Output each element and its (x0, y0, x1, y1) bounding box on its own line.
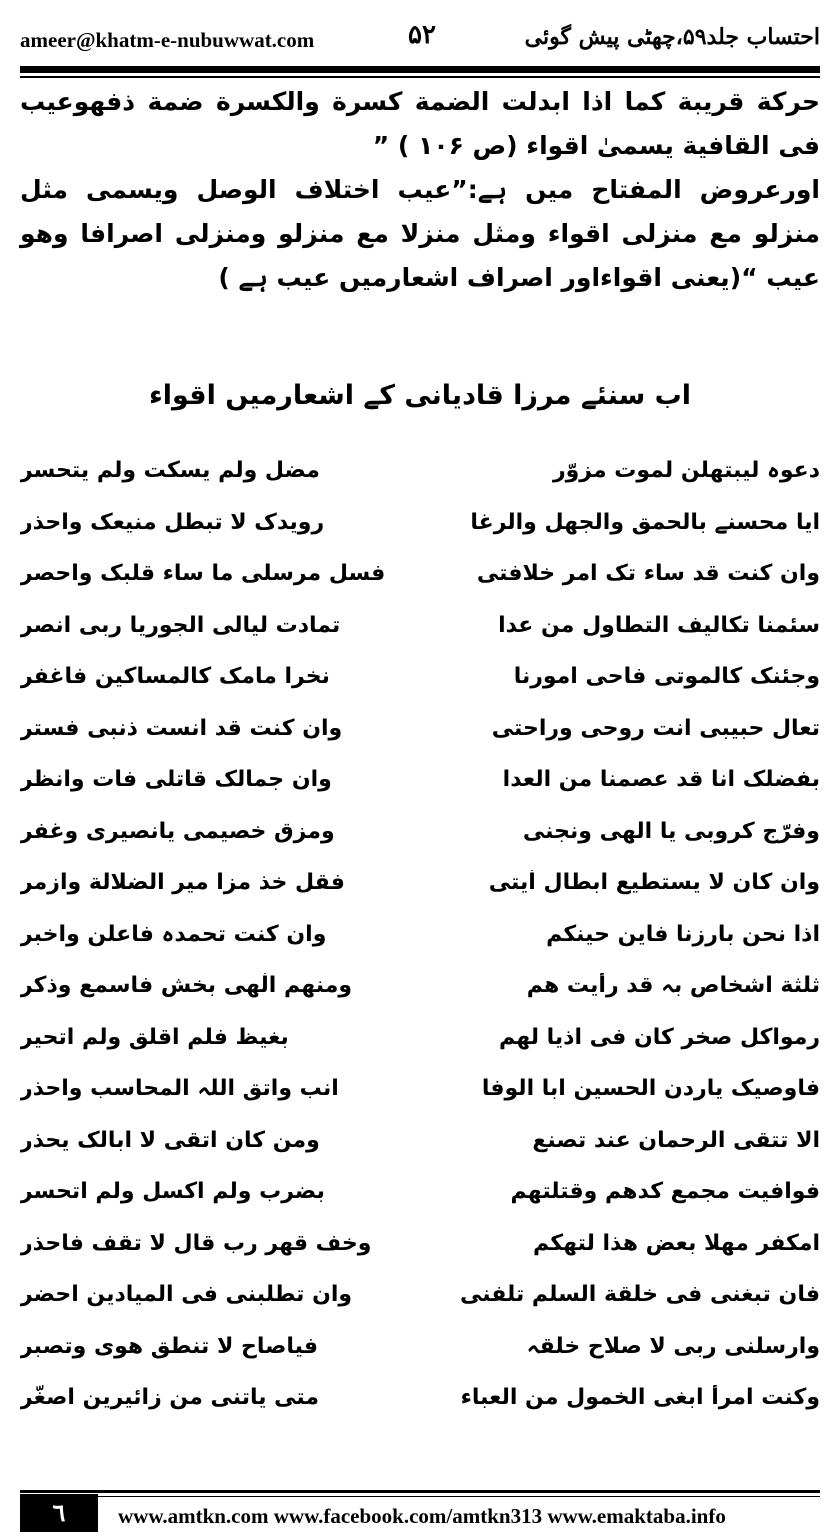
poem-first-hemistich: وان کان لا یستطیع ابطال اٰیتی (488, 870, 820, 896)
poem-first-hemistich: فان تبغنی فی خلقة السلم تلفنی (459, 1282, 820, 1308)
poem-first-hemistich: وارسلنی ربی لا صلاح خلقہ (526, 1333, 820, 1359)
poem-second-hemistich: وان تطلبنی فی المیادین احضر (20, 1282, 353, 1308)
poem-first-hemistich: دعوہ لیبتھلن لموت مزوّر (552, 458, 820, 484)
poem-first-hemistich: وان کنت قد ساء تک امر خلافتی (476, 561, 820, 587)
page-number: ۵۲ (408, 20, 436, 50)
poem-second-hemistich: ومزق خصیمی یانصیری وغفر (20, 818, 335, 844)
poem-first-hemistich: اذا نحن بارزنا فاین حینکم (546, 921, 820, 947)
poem-couplet (20, 857, 820, 909)
poem-second-hemistich: وان جمالک قاتلی فات وانظر (20, 767, 332, 793)
poem-couplet (20, 1166, 820, 1218)
poem-couplet (20, 600, 820, 652)
section-title: اب سنئے مرزا قادیانی کے اشعارمیں اقواء (148, 380, 692, 411)
prose-paragraph-2: اورعروض المفتاح میں ہے:”عیب اختلاف الوصل ویسمی مثل منزلو مع منزلی اقواء ومثل منزلا مع منزلو ومنزلی اصرافا وھو عیب “(یعنی اقواءاور اصراف اشعارمیں عیب ہے ) (20, 175, 820, 292)
poem-couplet (20, 754, 820, 806)
poem-first-hemistich: الا تتقی الرحمان عند تصنع (532, 1127, 820, 1153)
poem-couplet (20, 1115, 820, 1167)
footer-rule-thin (20, 1496, 820, 1497)
poem (20, 445, 820, 1424)
poem-couplet (20, 1372, 820, 1424)
running-title: احتساب جلد۵۹،چھٹی پیش گوئی (524, 24, 820, 50)
prose-paragraph-1: حرکة قریبة کما اذا ابدلت الضمة کسرة والکسرة ضمة ذفهوعیب فی القافیة یسمیٰ اقواء (ص ۱۰۶ ) ” (20, 87, 820, 160)
poem-second-hemistich: وخف قھر رب قال لا تقف فاحذر (20, 1230, 372, 1256)
page-header (20, 14, 820, 62)
poem-couplet (20, 1063, 820, 1115)
poem-couplet (20, 651, 820, 703)
poem-couplet (20, 703, 820, 755)
footer-links: www.amtkn.com www.facebook.com/amtkn313 www.emaktaba.info (118, 1504, 726, 1528)
poem-second-hemistich: بضرب ولم اکسل ولم اتحسر (20, 1179, 325, 1205)
poem-couplet (20, 909, 820, 961)
poem-second-hemistich: نخرا مامک کالمساکین فاغفر (20, 664, 330, 690)
poem-first-hemistich: بفضلک انا قد عصمنا من العدا (502, 767, 820, 793)
poem-second-hemistich: فیاصاح لا تنطق ھوی وتصبر (20, 1333, 319, 1359)
header-rule (20, 66, 820, 73)
poem-couplet (20, 1012, 820, 1064)
poem-second-hemistich: ومنھم الٰھی بخش فاسمع وذکر (20, 973, 353, 999)
prose-block (20, 80, 820, 300)
poem-second-hemistich: فسل مرسلی ما ساء قلبک واحصر (20, 561, 386, 587)
poem-couplet (20, 1321, 820, 1373)
poem-first-hemistich: فوافیت مجمع کدھم وقتلتھم (510, 1179, 820, 1205)
poem-couplet (20, 548, 820, 600)
folio-number: ٦ (20, 1494, 98, 1532)
poem-first-hemistich: فاوصیک یاردن الحسین ابا الوفا (481, 1076, 820, 1102)
header-email: ameer@khatm-e-nubuwwat.com (20, 28, 315, 52)
poem-first-hemistich: ایا محسنے بالحمق والجھل والرغا (470, 509, 820, 535)
poem-couplet (20, 497, 820, 549)
poem-couplet (20, 1269, 820, 1321)
poem-first-hemistich: ثلثة اشخاص بہ قد رأیت ھم (526, 973, 820, 999)
poem-first-hemistich: وفرّج کروبی یا الھی ونجنی (522, 818, 820, 844)
poem-first-hemistich: سئمنا تکالیف التطاول من عدا (498, 612, 820, 638)
poem-couplet (20, 1218, 820, 1270)
poem-second-hemistich: بغیظ فلم اقلق ولم اتحیر (20, 1024, 289, 1050)
poem-first-hemistich: وکنت امرأ ابغی الخمول من العباء (460, 1385, 820, 1411)
header-rule-thin (20, 76, 820, 78)
poem-second-hemistich: تمادت لیالی الجوریا ربی انصر (20, 612, 341, 638)
poem-second-hemistich: متی یاتنی من زائیرین اصغّر (20, 1385, 320, 1411)
poem-second-hemistich: وان کنت قد انست ذنبی فستر (20, 715, 343, 741)
poem-second-hemistich: فقل خذ مزا میر الضلالة وازمر (20, 870, 345, 896)
footer-rule (20, 1490, 820, 1493)
poem-first-hemistich: وجئنک کالموتی فاحی امورنا (513, 664, 820, 690)
poem-first-hemistich: رمواکل صخر کان فی اذیا لھم (498, 1024, 820, 1050)
poem-second-hemistich: انب واتق اللہ المحاسب واحذر (20, 1076, 339, 1102)
poem-first-hemistich: امکفر مھلا بعض ھذا لتھکم (533, 1230, 820, 1256)
poem-second-hemistich: وان کنت تحمدہ فاعلن واخبر (20, 921, 327, 947)
poem-couplet (20, 806, 820, 858)
poem-first-hemistich: تعال حبیبی انت روحی وراحتی (491, 715, 820, 741)
poem-second-hemistich: رویدک لا تبطل منیعک واحذر (20, 509, 325, 535)
poem-couplet (20, 960, 820, 1012)
poem-second-hemistich: مضل ولم یسکت ولم یتحسر (20, 458, 320, 484)
poem-second-hemistich: ومن کان اتقی لا ابالک یحذر (20, 1127, 320, 1153)
poem-couplet (20, 445, 820, 497)
